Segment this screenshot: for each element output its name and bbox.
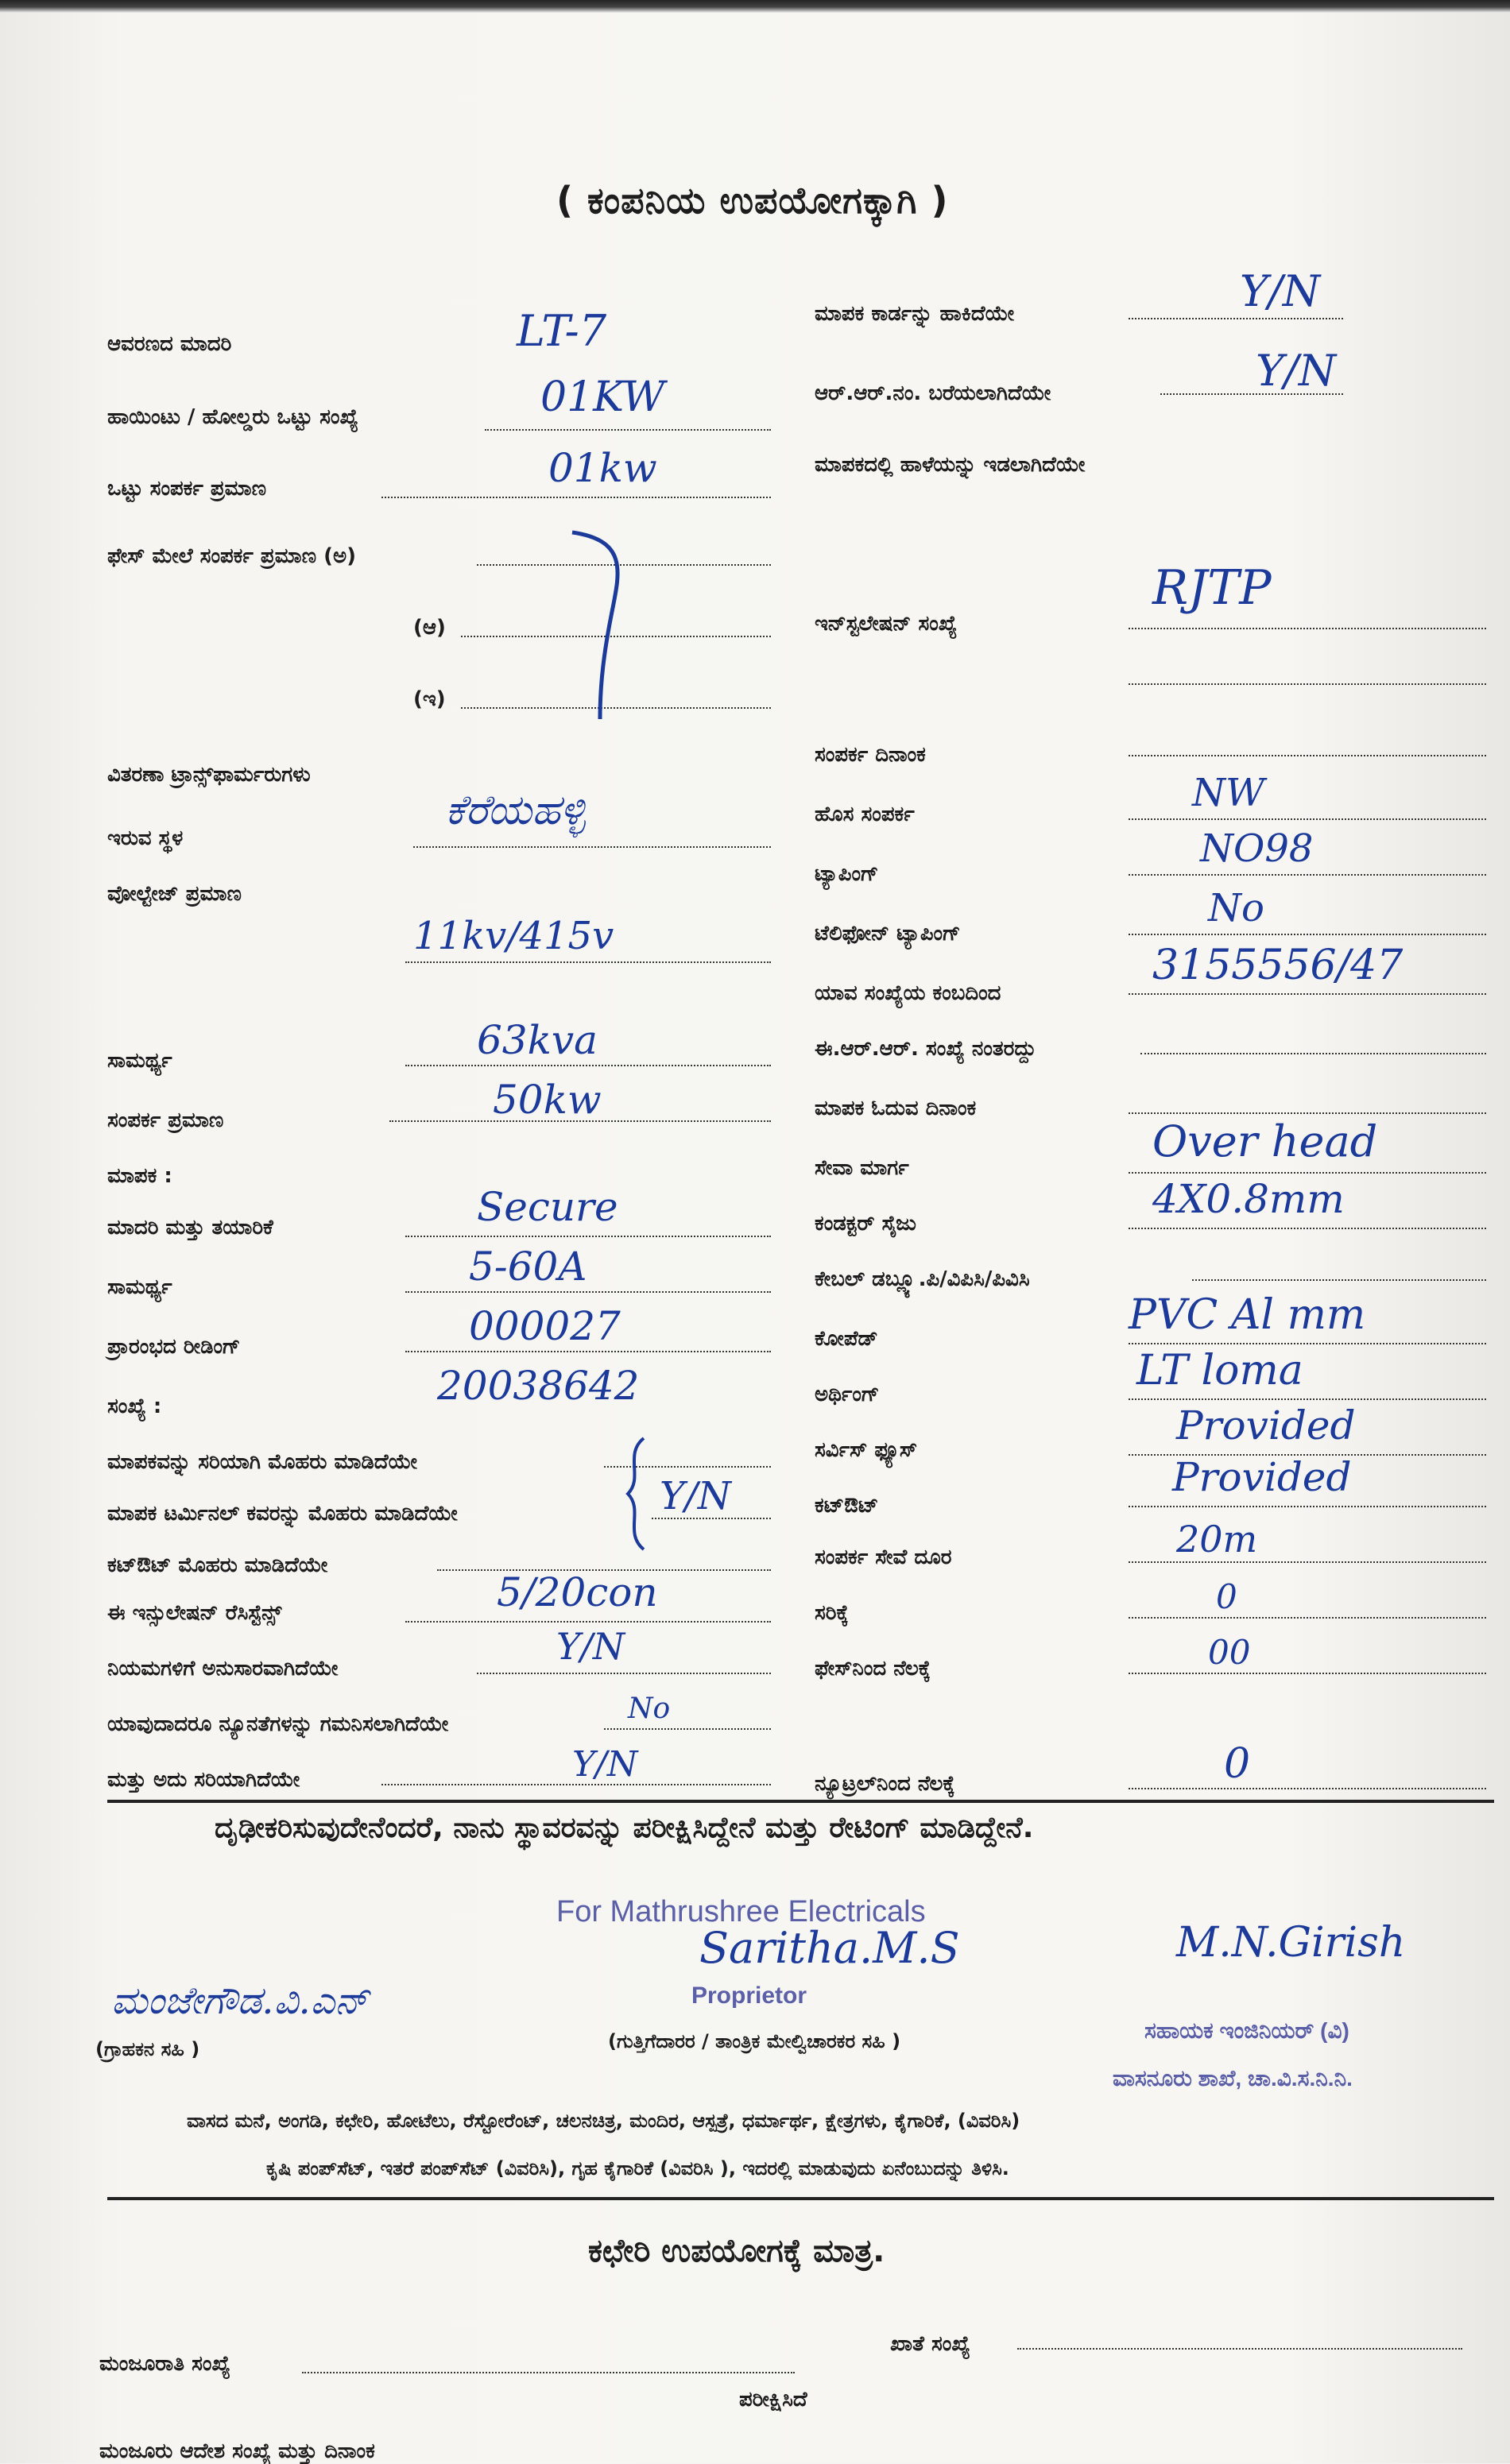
label-wire: ಕೋಪೆಡ್	[815, 1327, 878, 1351]
label-neutral-earth: ನ್ಯೂಟ್ರಲ್‌ನಿಂದ ನೆಲಕ್ಕೆ	[815, 1772, 955, 1796]
value-meter-capacity[interactable]: 5-60A	[469, 1244, 587, 1290]
label-rr-written: ಆರ್.ಆರ್.ನಂ. ಬರೆಯಲಾಗಿದೆಯೇ	[815, 381, 1051, 405]
line-conn-date	[1129, 755, 1486, 756]
line-pole-no	[1129, 993, 1486, 995]
line-new-conn	[1129, 818, 1486, 820]
divider-bottom	[107, 2197, 1494, 2200]
line-cutout	[1129, 1506, 1486, 1507]
value-initial-reading[interactable]: 000027	[469, 1303, 621, 1349]
value-voltage[interactable]: 11kv/415v	[413, 914, 614, 958]
label-ledger-no: ಖಾತೆ ಸಂಖ್ಯೆ	[890, 2332, 970, 2356]
label-transformer: ವಿತರಣಾ ಟ್ರಾನ್ಸ್‌ಫಾರ್ಮರುಗಳು	[107, 763, 311, 787]
line-earthing	[1129, 1398, 1486, 1400]
label-conn-load: ಸಂಪರ್ಕ ಪ್ರಮಾಣ	[107, 1108, 224, 1132]
label-installation-no: ಇನ್‌ಸ್ಟಲೇಷನ್ ಸಂಖ್ಯೆ	[815, 612, 958, 636]
line-capacity	[405, 1065, 771, 1066]
label-cutout: ಕಟ್‌ಔಟ್	[815, 1494, 879, 1518]
value-load[interactable]: 01KW	[540, 373, 665, 421]
label-new-conn: ಹೊಸ ಸಂಪರ್ಕ	[815, 803, 915, 826]
label-make: ಮಾದರಿ ಮತ್ತು ತಯಾರಿಕೆ	[107, 1216, 273, 1240]
value-installation-no[interactable]: RJTP	[1152, 560, 1272, 616]
line-tapping	[1129, 874, 1486, 876]
line-initial-reading	[405, 1351, 771, 1352]
label-service-length: ಸಂಪರ್ಕ ಸೇವೆ ದೂರ	[815, 1545, 952, 1569]
label-total-load: ಒಟ್ಟು ಸಂಪರ್ಕ ಪ್ರಮಾಣ	[107, 477, 266, 501]
label-phase-earth: ಫೇಸ್‌ನಿಂದ ನೆಲಕ್ಕೆ	[815, 1657, 931, 1681]
value-new-conn[interactable]: NW	[1192, 771, 1265, 815]
value-neutral-earth[interactable]: 0	[1224, 1740, 1251, 1788]
label-service-fuse: ಸರ್ವಿಸ್ ಫ್ಯೂಸ್	[815, 1438, 918, 1462]
label-terminal-seal: ಮಾಪಕ ಟರ್ಮಿನಲ್ ಕವರನ್ನು ಮೊಹರು ಮಾಡಿದೆಯೇ	[107, 1502, 458, 1526]
page-edge	[0, 0, 1510, 13]
label-checked: ಪರೀಕ್ಷಿಸಿದೆ	[739, 2388, 807, 2412]
value-phase-ok[interactable]: 0	[1216, 1577, 1237, 1616]
label-load: ಹಾಯಿಂಟು / ಹೋಲ್ಡರು ಒಟ್ಟು ಸಂಖ್ಯೆ	[107, 405, 358, 429]
stamp-firm: For Mathrushree Electricals	[556, 1895, 926, 1928]
footer-note-1: ವಾಸದ ಮನೆ, ಅಂಗಡಿ, ಕಛೇರಿ, ಹೋಟೆಲು, ರೆಸ್ಟೋರೆಂಟ್, ಚಲನಚಿತ್ರ, ಮಂದಿರ, ಆಸ್ಪತ್ರೆ, ಧರ್ಮಾರ್ಥ, ಕ್ಷೇತ್ರಗಳು, ಕೈಗಾರಿಕೆ, (ವಿವರಿಸಿ)	[187, 2110, 1020, 2132]
label-meter: ಮಾಪಕ :	[107, 1164, 172, 1188]
label-earthing: ಅರ್ಥಿಂಗ್	[815, 1383, 880, 1406]
officer-stamp-line-2: ವಾಸನೂರು ಶಾಖೆ, ಚಾ.ವಿ.ಸ.ನಿ.ನಿ.	[1113, 2066, 1353, 2091]
label-phase-b: (ಆ)	[413, 616, 446, 640]
value-service-route[interactable]: Over head	[1152, 1116, 1378, 1166]
consumer-sign-label: (ಗ್ರಾಹಕನ ಸಹಿ )	[95, 2038, 200, 2060]
value-as-per-rules[interactable]: Y/N	[556, 1625, 625, 1668]
line-meter-capacity	[405, 1291, 771, 1293]
label-meter-date: ಮಾಪಕ ಓದುವ ದಿನಾಂಕ	[815, 1097, 977, 1120]
value-rr-written[interactable]: Y/N	[1256, 346, 1337, 396]
value-terminal-seal[interactable]: Y/N	[660, 1474, 731, 1518]
value-wire[interactable]: PVC Al mm	[1129, 1291, 1366, 1339]
declaration: ದೃಢೀಕರಿಸುವುದೇನೆಂದರೆ, ನಾನು ಸ್ಥಾವರವನ್ನು ಪರೀಕ್ಷಿಸಿದ್ದೇನೆ ಮತ್ತು ರೇಟಿಂಗ್ ಮಾಡಿದ್ದೇನೆ.	[215, 1812, 1034, 1844]
contractor-signature: Saritha.M.S	[699, 1923, 960, 1973]
line-load	[485, 429, 771, 431]
label-pole-no: ಯಾವ ಸಂಖ್ಯೆಯ ಕಂಬದಿಂದ	[815, 981, 1001, 1005]
line-phase-earth	[1129, 1673, 1486, 1674]
label-working: ಮತ್ತು ಅದು ಸರಿಯಾಗಿದೆಯೇ	[107, 1768, 300, 1792]
line-ir-value	[405, 1621, 771, 1623]
line-meter-date	[1129, 1112, 1486, 1114]
label-phase-c: (ಇ)	[413, 687, 446, 711]
value-tariff[interactable]: LT-7	[517, 306, 607, 356]
value-serial[interactable]: 20038642	[437, 1363, 640, 1409]
label-cable: ಕೇಬಲ್ ಡಬ್ಲ್ಯೂ.ಪಿ/ವಿಪಿಸಿ/ಪಿವಿಸಿ	[815, 1267, 1030, 1291]
label-initial-reading: ಪ್ರಾರಂಭದ ರೀಡಿಂಗ್	[107, 1335, 241, 1359]
value-make[interactable]: Secure	[477, 1184, 618, 1230]
line-card-hung	[1129, 318, 1343, 319]
label-seal-ok: ಮಾಪಕವನ್ನು ಸರಿಯಾಗಿ ಮೊಹರು ಮಾಡಿದೆಯೇ	[107, 1450, 417, 1474]
label-as-per-rules: ನಿಯಮಗಳಿಗೆ ಅನುಸಾರವಾಗಿದೆಯೇ	[107, 1657, 339, 1681]
value-cutout[interactable]: Provided	[1172, 1454, 1352, 1500]
line-cable	[1192, 1279, 1486, 1281]
value-working[interactable]: Y/N	[572, 1744, 638, 1785]
value-location[interactable]: ಕೆರೆಯಹಳ್ಳಿ	[445, 787, 586, 834]
value-card-hung[interactable]: Y/N	[1240, 266, 1321, 316]
label-ir-value: ಈ ಇನ್ಸುಲೇಷನ್ ರೆಸಿಸ್ಟೆನ್ಸ್	[107, 1601, 282, 1625]
consumer-signature: ಮಂಜೇಗೌಡ.ವಿ.ಎನ್	[111, 1979, 369, 2023]
line-rr-after	[1140, 1053, 1486, 1054]
line-telephone-tapping	[1129, 934, 1486, 935]
value-earthing[interactable]: LT loma	[1136, 1347, 1303, 1394]
officer-signature: M.N.Girish	[1176, 1919, 1406, 1967]
label-reference-no: ಮಂಜೂರಾತಿ ಸಂಖ್ಯೆ	[99, 2352, 230, 2376]
stamp-role: Proprietor	[691, 1982, 807, 2009]
line-voltage	[405, 961, 771, 963]
value-tapping[interactable]: NO98	[1200, 826, 1314, 871]
value-ir-value[interactable]: 5/20con	[497, 1569, 658, 1615]
line-reference-no	[302, 2372, 795, 2373]
label-phase-ok: ಸರಿಕ್ಕೆ	[815, 1601, 849, 1625]
brace-mark	[556, 524, 652, 731]
value-telephone-tapping[interactable]: No	[1208, 886, 1264, 930]
contractor-sign-label: (ಗುತ್ತಿಗೆದಾರರ / ತಾಂತ್ರಿಕ ಮೇಲ್ವಿಚಾರಕರ ಸಹಿ )	[608, 2030, 901, 2052]
label-card-hung: ಮಾಪಕ ಕಾರ್ಡನ್ನು ಹಾಕಿದೆಯೇ	[815, 302, 1015, 326]
value-total-load[interactable]: 01kw	[548, 445, 657, 491]
label-defects: ಯಾವುದಾದರೂ ನ್ಯೂನತೆಗಳನ್ನು ಗಮನಿಸಲಾಗಿದೆಯೇ	[107, 1712, 449, 1736]
value-pole-no[interactable]: 3155556/47	[1152, 942, 1404, 989]
label-phase-a: ಫೇಸ್ ಮೇಲೆ ಸಂಪರ್ಕ ಪ್ರಮಾಣ (ಅ)	[107, 544, 356, 568]
form-title: ( ಕಂಪನಿಯ ಉಪಯೋಗಕ್ಕಾಗಿ )	[556, 179, 949, 222]
label-order-no: ಮಂಜೂರು ಆದೇಶ ಸಂಖ್ಯೆ ಮತ್ತು ದಿನಾಂಕ	[99, 2439, 375, 2463]
line-defects	[604, 1728, 771, 1730]
line-total-load	[381, 497, 771, 498]
value-conductor-size[interactable]: 4X0.8mm	[1152, 1176, 1345, 1222]
value-phase-earth[interactable]: 00	[1208, 1633, 1251, 1672]
label-location: ಇರುವ ಸ್ಥಳ	[107, 826, 184, 850]
label-meter-sheet: ಮಾಪಕದಲ್ಲಿ ಹಾಳೆಯನ್ನು ಇಡಲಾಗಿದೆಯೇ	[815, 453, 1086, 477]
line-phase-ok	[1129, 1617, 1486, 1619]
line-installation-no-2	[1129, 683, 1486, 685]
line-neutral-earth	[1129, 1788, 1486, 1789]
curly-brace-mark	[612, 1430, 660, 1557]
line-service-length	[1129, 1561, 1486, 1563]
line-make	[405, 1236, 771, 1237]
footer-note-2: ಕೃಷಿ ಪಂಪ್‌ಸೆಟ್, ಇತರೆ ಪಂಪ್‌ಸೆಟ್ (ವಿವರಿಸಿ), ಗೃಹ ಕೈಗಾರಿಕೆ (ವಿವರಿಸಿ ), ಇದರಲ್ಲಿ ಮಾಡುವುದು ಏನೆಂಬುದನ್ನು ತಿಳಿಸಿ.	[266, 2157, 1009, 2180]
label-rr-after: ಈ.ಆರ್.ಆರ್. ಸಂಖ್ಯೆ ನಂತರದ್ದು	[815, 1037, 1036, 1061]
label-capacity: ಸಾಮರ್ಥ್ಯ	[107, 1049, 172, 1073]
label-service-route: ಸೇವಾ ಮಾರ್ಗ	[815, 1156, 909, 1180]
line-location	[413, 846, 771, 848]
label-conductor-size: ಕಂಡಕ್ಟರ್ ಸೈಜು	[815, 1212, 916, 1236]
office-use-heading: ಕಛೇರಿ ಉಪಯೋಗಕ್ಕೆ ಮಾತ್ರ.	[588, 2233, 885, 2269]
label-cutout-seal: ಕಟ್‌ಔಟ್ ಮೊಹರು ಮಾಡಿದೆಯೇ	[107, 1553, 328, 1577]
officer-stamp-line-1: ಸಹಾಯಕ ಇಂಜಿನಿಯರ್ (ವಿ)	[1144, 2018, 1349, 2043]
line-installation-no	[1129, 628, 1486, 629]
value-defects[interactable]: No	[628, 1692, 671, 1725]
label-serial: ಸಂಖ್ಯೆ :	[107, 1394, 162, 1418]
line-wire	[1129, 1343, 1486, 1344]
value-service-fuse[interactable]: Provided	[1176, 1402, 1356, 1449]
label-conn-date: ಸಂಪರ್ಕ ದಿನಾಂಕ	[815, 743, 926, 767]
line-conductor-size	[1129, 1228, 1486, 1229]
label-telephone-tapping: ಟೆಲಿಫೋನ್ ಟ್ಯಾಪಿಂಗ್	[815, 922, 961, 946]
divider-top	[107, 1800, 1494, 1803]
line-ledger-no	[1017, 2348, 1462, 2350]
value-capacity[interactable]: 63kva	[477, 1017, 598, 1063]
line-as-per-rules	[477, 1673, 771, 1674]
label-meter-capacity: ಸಾಮರ್ಥ್ಯ	[107, 1275, 172, 1299]
value-service-length[interactable]: 20m	[1176, 1518, 1258, 1561]
label-tariff: ಆವರಣದ ಮಾದರಿ	[107, 332, 232, 356]
label-voltage: ವೋಲ್ಟೇಜ್ ಪ್ರಮಾಣ	[107, 882, 242, 906]
value-conn-load[interactable]: 50kw	[493, 1077, 602, 1123]
line-service-route	[1129, 1172, 1486, 1174]
label-tapping: ಟ್ಯಾಪಿಂಗ್	[815, 862, 879, 886]
